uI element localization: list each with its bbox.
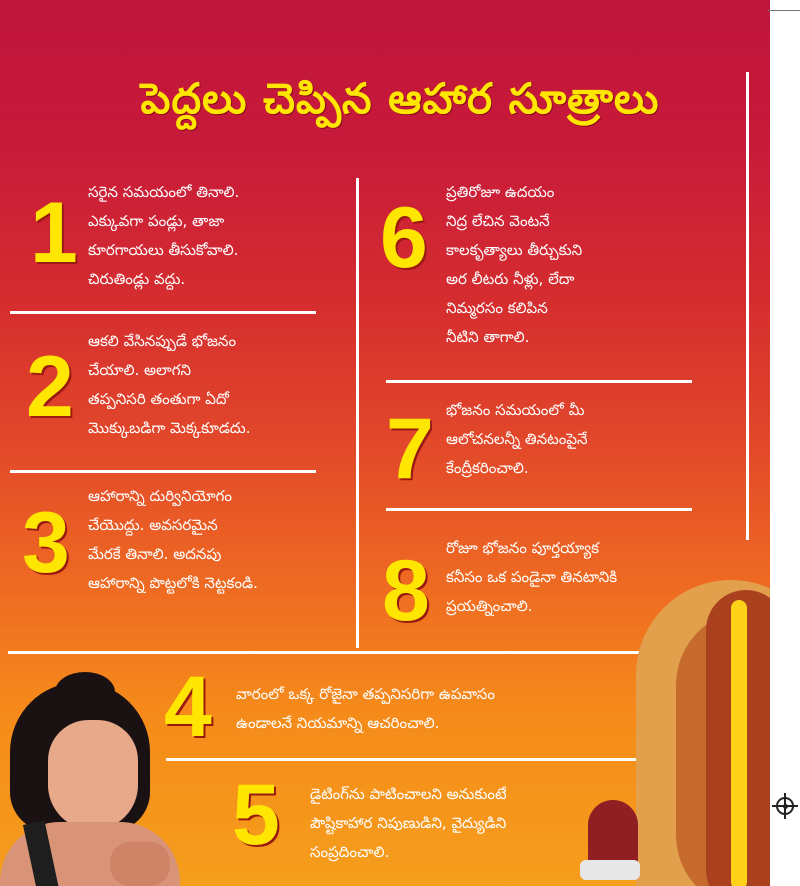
registration-mark-icon (776, 797, 794, 815)
rule-2-text: ఆకలి వేసినప్పుడే భోజనం చేయాలి. అలాగని తప్పనిసరి తంతుగా ఏదో మొక్కుబడిగా మెక్కకూడదు. (88, 332, 251, 437)
right-margin-line (746, 72, 749, 540)
page-edge-line (768, 10, 800, 11)
rule-8-text: రోజూ భోజనం పూర్తయ్యాక కనీసం ఒక పండైనా తినటానికి ప్రయత్నించాలి. (446, 539, 618, 615)
divider-top-4 (8, 651, 642, 654)
divider-6-7 (386, 380, 692, 383)
rule-1-text: సరైన సమయంలో తినాలి. ఎక్కువగా పండ్లు, తాజా కూరగాయలు తీసుకోవాలి. చిరుతిండ్లు వద్దు. (88, 183, 240, 288)
hotdog-illustration (636, 580, 770, 886)
rule-6-text: ప్రతిరోజూ ఉదయం నిద్ర లేచిన వెంటనే కాలకృత్యాలు తీర్చుకుని అర లీటరు నీళ్లు, లేదా నిమ్మరసం కలిపిన నీటిని తాగాలి. (446, 183, 583, 346)
rule-6-number: 6 (380, 190, 428, 286)
divider-4-5 (166, 758, 642, 761)
rule-5-text: డైటింగ్‌ను పాటించాలని అనుకుంటే పౌష్టికాహార నిపుణుడిని, వైద్యుడిని సంప్రదించాలి. (310, 785, 507, 861)
divider-2-3 (10, 470, 316, 473)
rule-7-text: భోజనం సమయంలో మీ ఆలోచనలన్నీ తినటంపైనే కేంద్రీకరించాలి. (446, 401, 588, 477)
column-divider (356, 178, 359, 648)
rule-1-number: 1 (30, 185, 78, 281)
rule-4-text: వారంలో ఒక్క రోజైనా తప్పనిసరిగా ఉపవాసం ఉండాలనే నియమాన్ని ఆచరించాలి. (236, 685, 495, 732)
rule-3-text: ఆహారాన్ని దుర్వినియోగం చేయొద్దు. అవసరమైన మేరకే తినాలి. అదనపు ఆహారాన్ని పొట్టలోకి నెట్టకండి. (88, 487, 258, 592)
rule-4-number: 4 (164, 659, 212, 755)
shoe-illustration (580, 800, 650, 886)
divider-1-2 (10, 311, 316, 314)
rule-3-number: 3 (22, 495, 70, 591)
rule-5-number: 5 (232, 767, 280, 863)
divider-7-8 (386, 508, 692, 511)
page-margin (770, 0, 800, 886)
woman-illustration (0, 672, 190, 886)
rule-2-number: 2 (26, 339, 74, 435)
rule-7-number: 7 (386, 401, 434, 497)
poster-title: పెద్దలు చెప్పిన ఆహార సూత్రాలు (140, 74, 660, 123)
rule-8-number: 8 (382, 543, 430, 639)
